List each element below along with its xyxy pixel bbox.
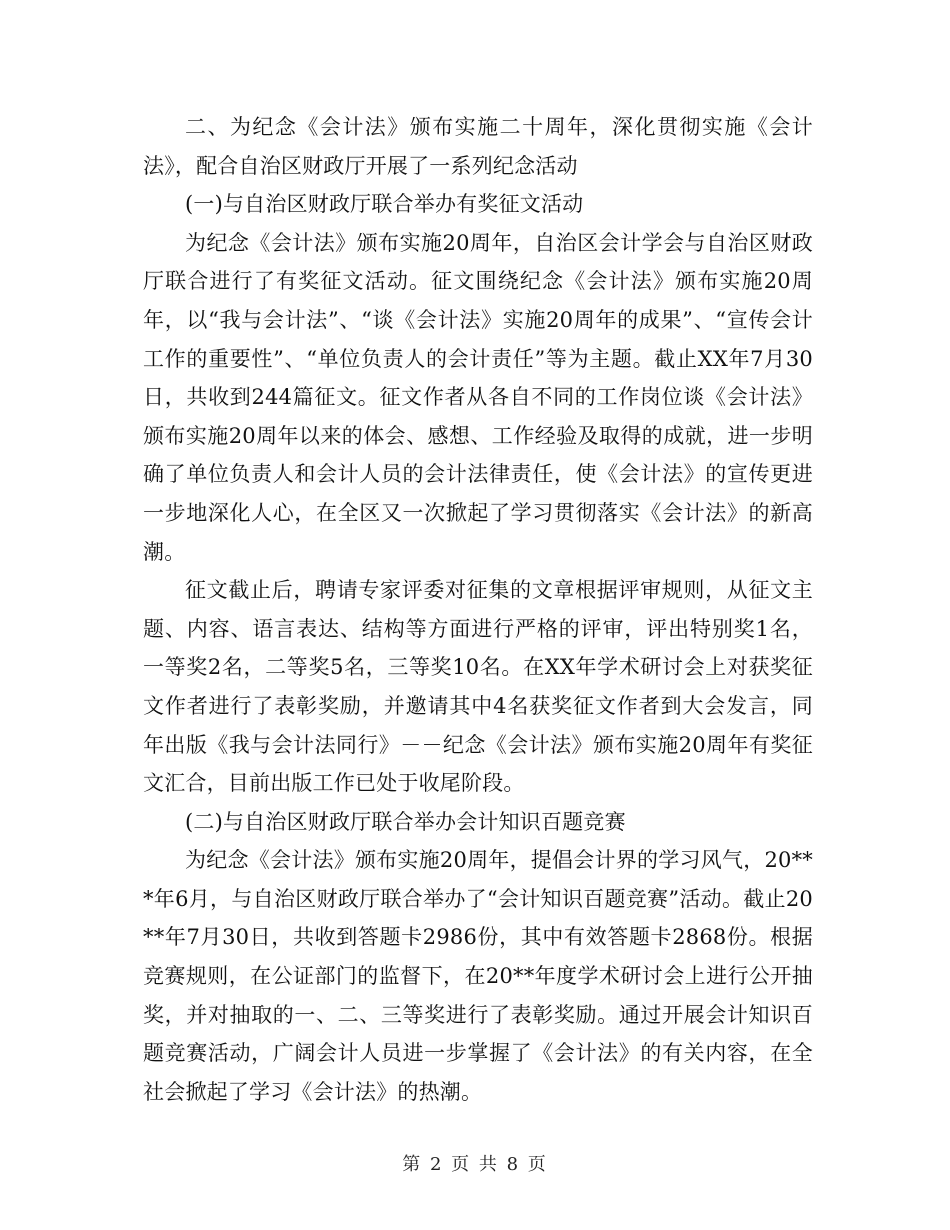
- subsection-heading-2: (二)与自治区财政厅联合举办会计知识百题竞赛: [185, 809, 626, 834]
- section-heading-2: 二、为纪念《会计法》颁布实施二十周年，深化贯彻实施《会计法》，配合自治区财政厅开展了一系列纪念活动: [143, 115, 813, 178]
- subsection-heading-1: (一)与自治区财政厅联合举办有奖征文活动: [185, 192, 584, 217]
- paragraph-essay-review: 征文截止后，聘请专家评委对征集的文章根据评审规则，从征文主题、内容、语言表达、结构等方面进行严格的评审，评出特别奖1名，一等奖2名，二等奖5名，三等奖10名。在XX年学术研讨会上对获奖征文作者进行了表彰奖励，并邀请其中4名获奖征文作者到大会发言，同年出版《我与会计法同行》－－纪念《会计法》颁布实施20周年有奖征文汇合，目前出版工作已处于收尾阶段。: [143, 578, 813, 796]
- document-body: [143, 108, 813, 1111]
- page-number-footer: 第 2 页 共 8 页: [402, 1154, 548, 1175]
- paragraph-quiz-activity: 为纪念《会计法》颁布实施20周年，提倡会计界的学习风气，20***年6月，与自治区财政厅联合举办了“会计知识百题竞赛”活动。截止20**年7月30日，共收到答题卡2986份，其中有效答题卡2868份。根据竞赛规则，在公证部门的监督下，在20**年度学术研讨会上进行公开抽奖，并对抽取的一、二、三等奖进行了表彰奖励。通过开展会计知识百题竞赛活动，广阔会计人员进一步掌握了《会计法》的有关内容，在全社会掀起了学习《会计法》的热潮。: [143, 848, 813, 1104]
- paragraph-essay-activity: 为纪念《会计法》颁布实施20周年，自治区会计学会与自治区财政厅联合进行了有奖征文活动。征文围绕纪念《会计法》颁布实施20周年，以“我与会计法”、“谈《会计法》实施20周年的成果”、“宣传会计工作的重要性”、“单位负责人的会计责任”等为主题。截止XX年7月30日，共收到244篇征文。征文作者从各自不同的工作岗位谈《会计法》颁布实施20周年以来的体会、感想、工作经验及取得的成就，进一步明确了单位负责人和会计人员的会计法律责任，使《会计法》的宣传更进一步地深化人心，在全区又一次掀起了学习贯彻落实《会计法》的新高潮。: [143, 230, 813, 564]
